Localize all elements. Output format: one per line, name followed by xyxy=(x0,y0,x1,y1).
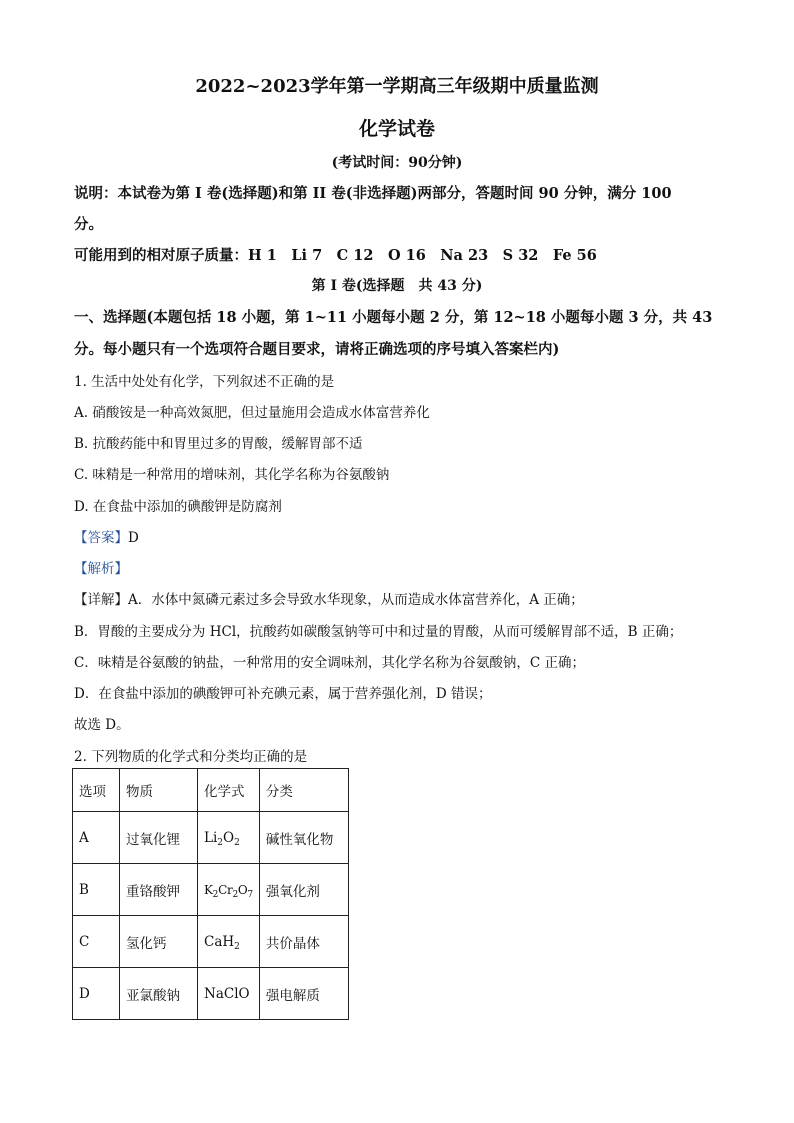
part1-heading: 第 I 卷(选择题 共 43 分) xyxy=(311,278,483,294)
table-header-cell: 物质 xyxy=(120,769,198,812)
question-2-stem: 2. 下列物质的化学式和分类均正确的是 xyxy=(74,749,308,765)
detail-line-3: C．味精是谷氨酸的钠盐，一种常用的安全调味剂，其化学名称为谷氨酸钠，C 正确； xyxy=(74,655,585,671)
category-cell: 碱性氧化物 xyxy=(259,812,348,864)
detail-text: A．水体中氮磷元素过多会导致水华现象，从而造成水体富营养化，A 正确； xyxy=(128,592,584,608)
table-row xyxy=(73,812,349,864)
table-header-cell: 选项 xyxy=(73,769,120,812)
formula-cell: $K_2Cr_2O_7$ xyxy=(198,864,260,916)
option-cell: B xyxy=(73,864,120,916)
time-note: (考试时间：90分钟) xyxy=(331,155,463,171)
atomic-masses: 可能用到的相对原子质量：H 1 Li 7 C 12 O 16 Na 23 S 32 Fe 56 xyxy=(74,247,597,264)
category-cell: 强电解质 xyxy=(259,968,348,1020)
table-header-row xyxy=(73,769,349,812)
table-row xyxy=(73,968,349,1020)
section-heading-line-1: 一、选择题(本题包括 18 小题，第 1~11 小题每小题 2 分，第 12~18 小题每小题 3 分，共 43 xyxy=(74,309,713,326)
detail-line-2: B．胃酸的主要成分为 HCl，抗酸药如碳酸氢钠等可中和过量的胃酸，从而可缓解胃部不适，B 正确； xyxy=(74,624,683,640)
question-1-option-c: C. 味精是一种常用的增味剂，其化学名称为谷氨酸钠 xyxy=(74,467,390,483)
instruction-line-2: 分。 xyxy=(74,216,103,233)
detail-line-1 xyxy=(74,588,584,608)
substance-cell: 氢化钙 xyxy=(120,916,198,968)
analysis-line xyxy=(74,557,128,577)
subject-title: 化学试卷 xyxy=(358,118,435,140)
substance-cell: 过氧化锂 xyxy=(120,812,198,864)
exam-title: 2022~2023学年第一学期高三年级期中质量监测 xyxy=(195,76,599,97)
table-row xyxy=(73,916,349,968)
detail-line-4: D．在食盐中添加的碘酸钾可补充碘元素，属于营养强化剂，D 错误； xyxy=(74,686,492,702)
table-header-cell: 分类 xyxy=(259,769,348,812)
question-2-table xyxy=(72,768,349,1020)
section-heading-line-2: 分。每小题只有一个选项符合题目要求，请将正确选项的序号填入答案栏内) xyxy=(74,341,560,358)
question-1-option-a: A. 硝酸铵是一种高效氮肥，但过量施用会造成水体富营养化 xyxy=(74,405,430,421)
answer-line xyxy=(74,526,139,546)
substance-cell: 亚氯酸钠 xyxy=(120,968,198,1020)
answer-label: 【答案】 xyxy=(74,530,128,546)
option-cell: A xyxy=(73,812,120,864)
table-row xyxy=(73,864,349,916)
option-cell: D xyxy=(73,968,120,1020)
question-1-option-b: B. 抗酸药能中和胃里过多的胃酸，缓解胃部不适 xyxy=(74,436,363,452)
substance-cell: 重铬酸钾 xyxy=(120,864,198,916)
table-header-cell: 化学式 xyxy=(198,769,260,812)
category-cell: 强氧化剂 xyxy=(259,864,348,916)
detail-label: 【详解】 xyxy=(74,592,128,608)
answer-value: D xyxy=(128,530,139,546)
option-cell: C xyxy=(73,916,120,968)
formula-cell: CaH$_2$ xyxy=(198,916,260,968)
question-1-stem: 1. 生活中处处有化学，下列叙述不正确的是 xyxy=(74,374,335,390)
formula-cell: $Li_2O_2$ xyxy=(198,812,260,864)
analysis-label: 【解析】 xyxy=(74,561,128,577)
category-cell: 共价晶体 xyxy=(259,916,348,968)
instruction-line-1: 说明：本试卷为第 I 卷(选择题)和第 II 卷(非选择题)两部分，答题时间 90 分钟，满分 100 xyxy=(74,185,672,202)
question-1-option-d: D. 在食盐中添加的碘酸钾是防腐剂 xyxy=(74,499,282,515)
formula-cell: NaClO xyxy=(198,968,260,1020)
detail-line-5: 故选 D。 xyxy=(74,717,130,733)
